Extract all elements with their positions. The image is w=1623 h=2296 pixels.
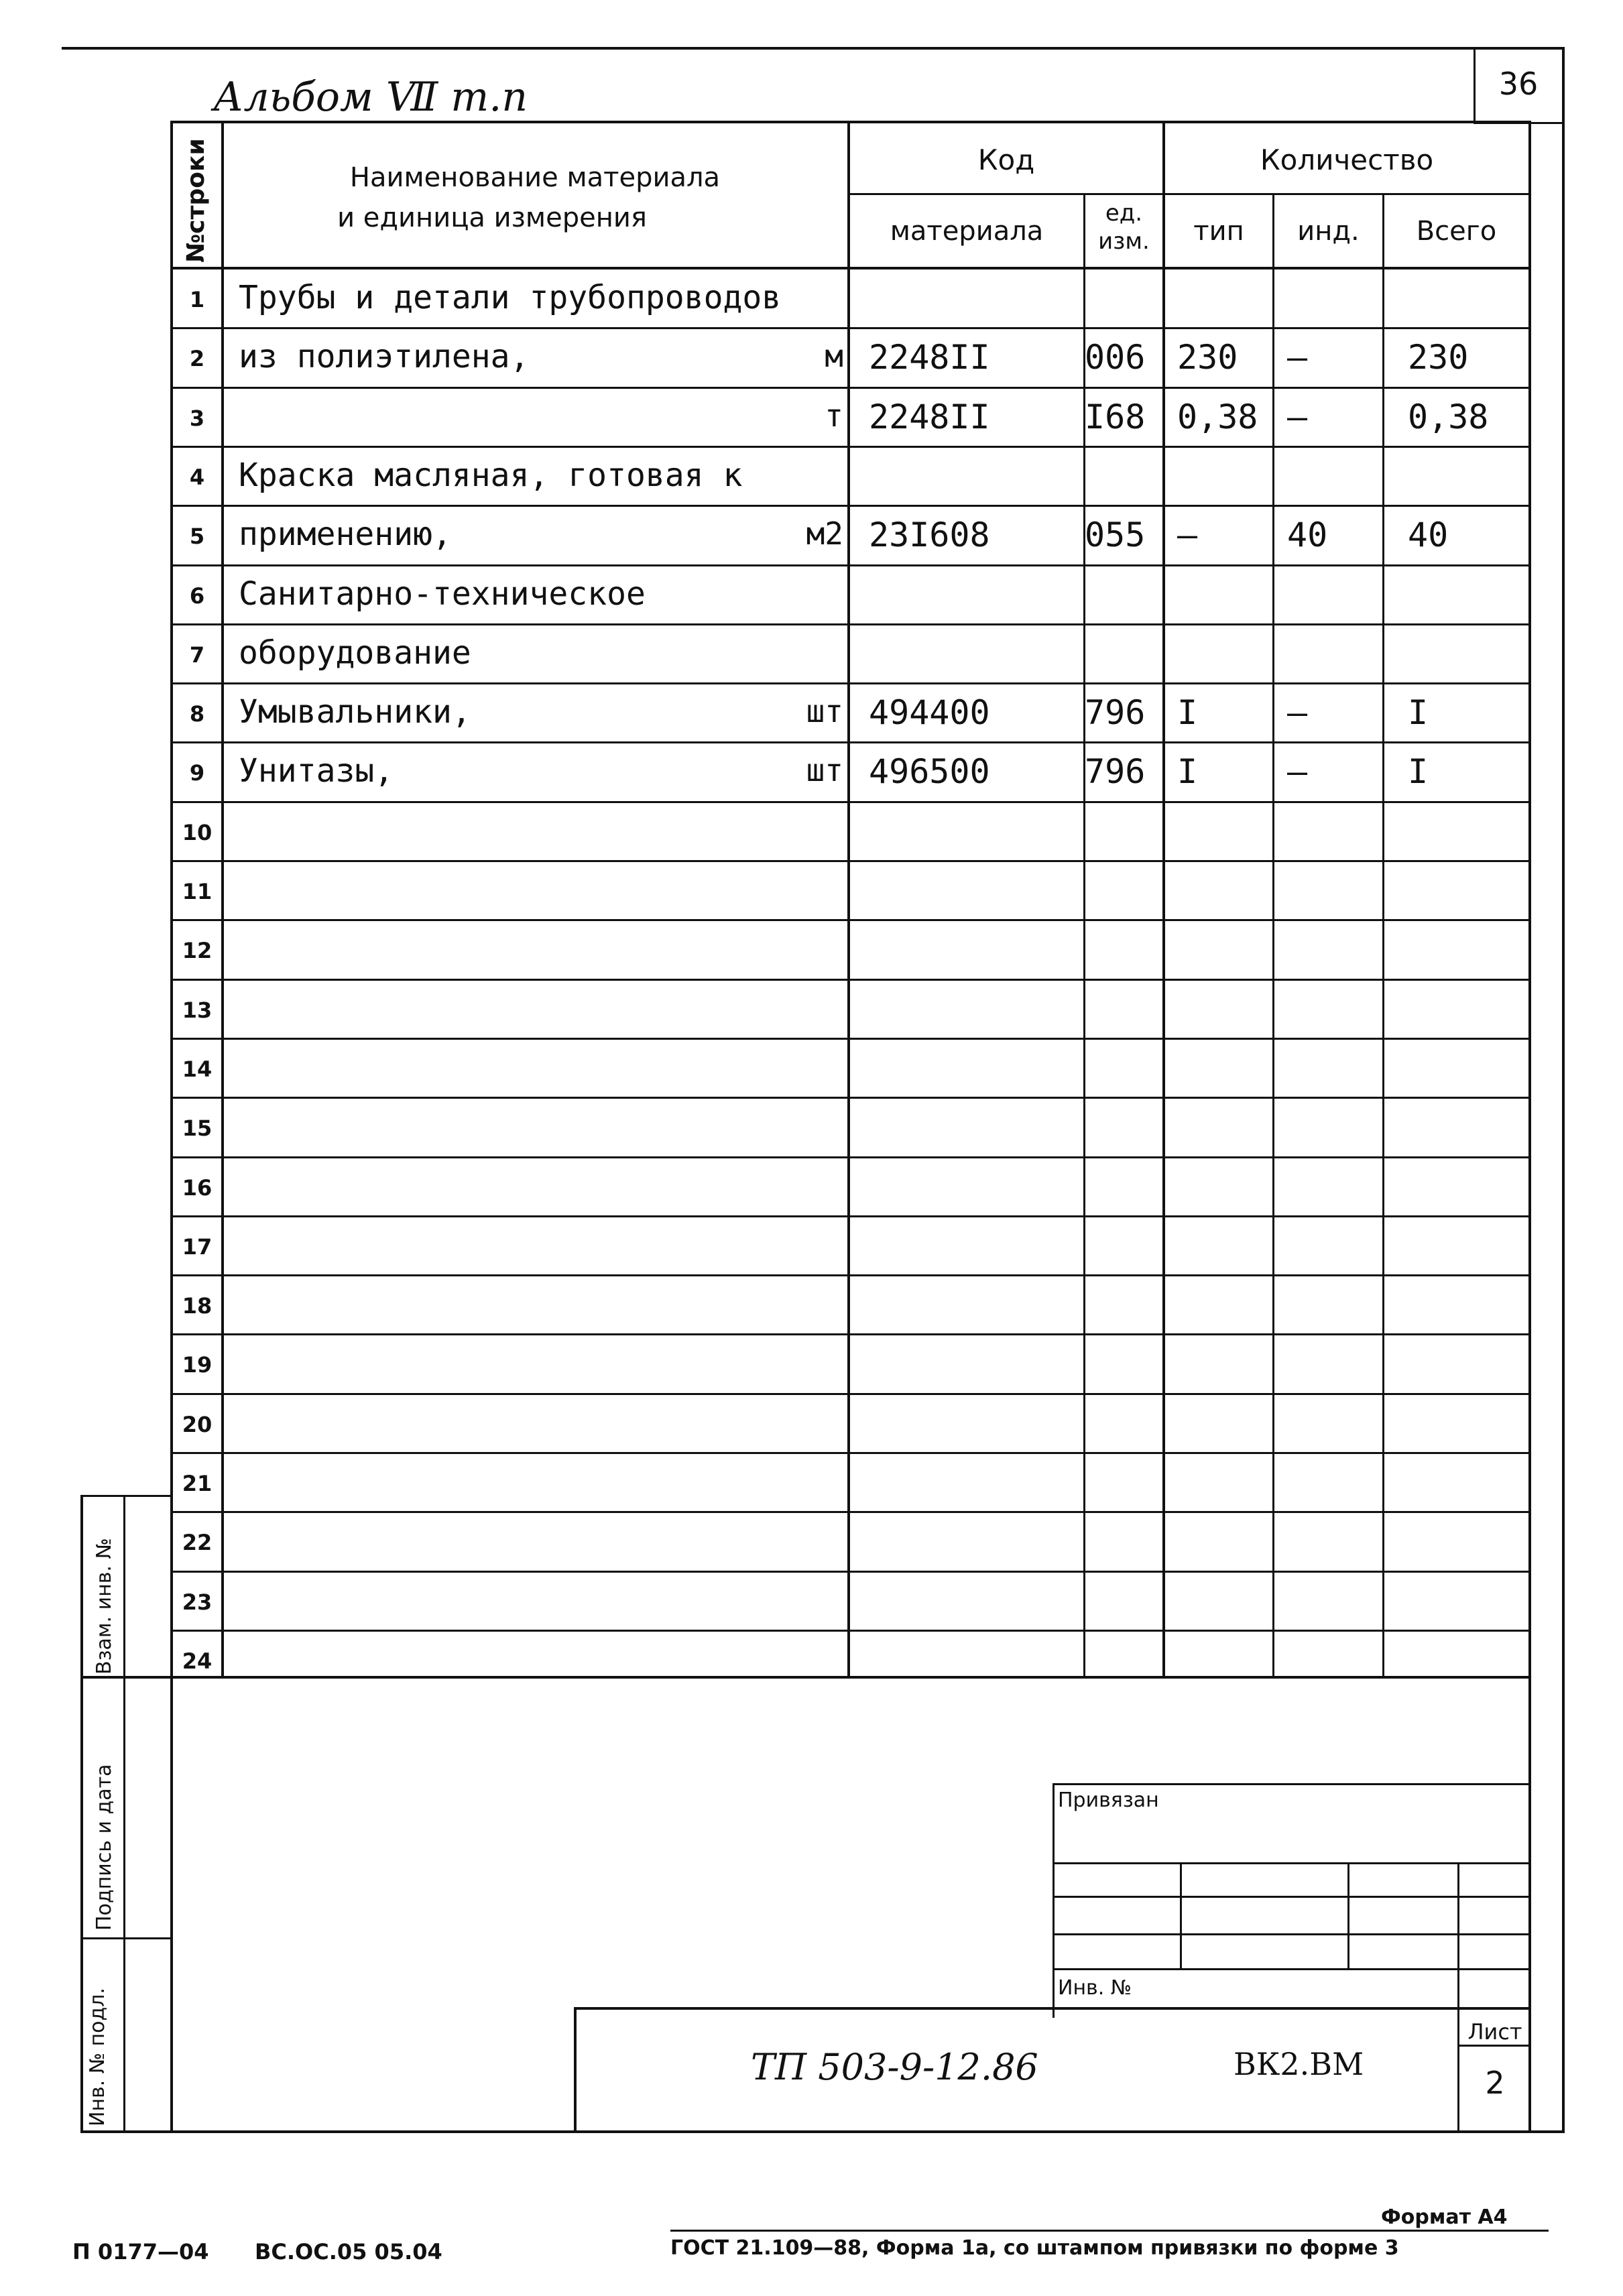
cell-n: 5 xyxy=(189,524,205,549)
frame-right xyxy=(1562,47,1565,2132)
cell-ucode: I68 xyxy=(1085,398,1146,436)
cell-code: 23I608 xyxy=(869,516,990,554)
cell-unit: шт xyxy=(806,693,843,729)
cell-n: 12 xyxy=(182,938,213,963)
cell-n: 7 xyxy=(189,642,205,668)
cell-n: 18 xyxy=(182,1293,213,1319)
cell-ucode: 006 xyxy=(1085,338,1146,377)
side-label-inv: Инв. № подл. xyxy=(86,1988,109,2126)
cell-n: 13 xyxy=(182,998,213,1023)
album-label: Альбом Ⅶ т.п xyxy=(213,74,528,121)
cell-type: – xyxy=(1177,516,1198,554)
cell-name: оборудование xyxy=(239,634,471,672)
unit-header-1: ед. xyxy=(1105,200,1143,227)
cell-unit: м2 xyxy=(806,516,843,552)
top-border xyxy=(62,47,1565,50)
cell-n: 24 xyxy=(182,1648,213,1674)
cell-ucode: 055 xyxy=(1085,516,1146,554)
cell-type: I xyxy=(1177,693,1198,732)
cell-n: 21 xyxy=(182,1471,213,1496)
cell-total: 40 xyxy=(1408,516,1449,554)
cell-n: 16 xyxy=(182,1175,213,1201)
cell-n: 14 xyxy=(182,1056,213,1082)
privyazan-label: Привязан xyxy=(1058,1789,1159,1812)
cell-n: 6 xyxy=(189,583,205,609)
cell-ind: – xyxy=(1287,693,1308,732)
ind-header: инд. xyxy=(1297,216,1360,247)
cell-name: Трубы и детали трубопроводов xyxy=(239,279,782,316)
cell-code: 494400 xyxy=(869,693,990,732)
document-code: ТП 503-9-12.86 xyxy=(751,2046,1038,2088)
code-header: Код xyxy=(977,143,1035,176)
cell-code: 2248II xyxy=(869,398,990,436)
total-header: Всего xyxy=(1416,216,1497,247)
cell-type: 230 xyxy=(1177,338,1238,377)
cell-n: 22 xyxy=(182,1530,213,1555)
cell-unit: шт xyxy=(806,752,843,788)
cell-n: 4 xyxy=(189,465,205,490)
cell-name: Санитарно-техническое xyxy=(239,575,646,613)
cell-total: I xyxy=(1408,752,1429,791)
material-code-header: материала xyxy=(890,216,1044,247)
cell-n: 9 xyxy=(189,760,205,786)
cell-ind: – xyxy=(1287,752,1308,791)
list-label: Лист xyxy=(1467,2019,1522,2045)
cell-ind: – xyxy=(1287,398,1308,436)
footer-left-code: П 0177—04 xyxy=(72,2239,209,2264)
name-header-line2: и единица измерения xyxy=(337,202,647,233)
list-value: 2 xyxy=(1485,2065,1505,2101)
quantity-header: Количество xyxy=(1260,143,1434,176)
footer-gost: ГОСТ 21.109—88, Форма 1а, со штампом привязки по форме 3 xyxy=(670,2236,1399,2260)
cell-n: 8 xyxy=(189,701,205,727)
cell-n: 2 xyxy=(189,346,205,371)
cell-unit: т xyxy=(825,398,843,434)
cell-n: 10 xyxy=(182,820,213,845)
cell-type: 0,38 xyxy=(1177,398,1258,436)
side-label-vzam: Взам. инв. № xyxy=(93,1538,116,1675)
cell-unit: м xyxy=(825,338,843,374)
cell-n: 15 xyxy=(182,1115,213,1141)
cell-n: 23 xyxy=(182,1589,213,1615)
cell-n: 3 xyxy=(189,406,205,431)
footer-left-code2: ВС.ОС.05 05.04 xyxy=(255,2239,442,2264)
row-number-header: №строки xyxy=(182,138,210,263)
cell-n: 17 xyxy=(182,1234,213,1260)
cell-ind: – xyxy=(1287,338,1308,377)
frame-bottom xyxy=(80,2130,1565,2133)
cell-ucode: 796 xyxy=(1085,693,1146,732)
cell-type: I xyxy=(1177,752,1198,791)
cell-name: применению, xyxy=(239,516,452,553)
cell-total: 0,38 xyxy=(1408,398,1489,436)
cell-code: 496500 xyxy=(869,752,990,791)
cell-name: Краска масляная, готовая к xyxy=(239,457,743,494)
cell-n: 20 xyxy=(182,1412,213,1437)
side-label-podpis: Подпись и дата xyxy=(93,1764,116,1931)
cell-total: I xyxy=(1408,693,1429,732)
sheet-code: ВК2.ВМ xyxy=(1234,2046,1364,2082)
inv-no-label: Инв. № xyxy=(1058,1976,1132,2000)
cell-name: Унитазы, xyxy=(239,752,394,790)
type-header: тип xyxy=(1193,216,1244,247)
cell-total: 230 xyxy=(1408,338,1469,377)
page-number: 36 xyxy=(1498,66,1539,102)
cell-code: 2248II xyxy=(869,338,990,377)
cell-n: 19 xyxy=(182,1352,213,1378)
cell-ind: 40 xyxy=(1287,516,1328,554)
format-label: Формат А4 xyxy=(1381,2206,1508,2229)
cell-ucode: 796 xyxy=(1085,752,1146,791)
cell-n: 1 xyxy=(189,287,205,312)
cell-n: 11 xyxy=(182,879,213,904)
cell-name: Умывальники, xyxy=(239,693,471,731)
name-header-line1: Наименование материала xyxy=(349,162,721,193)
unit-header-2: изм. xyxy=(1098,228,1150,255)
cell-name: из полиэтилена, xyxy=(239,338,530,375)
